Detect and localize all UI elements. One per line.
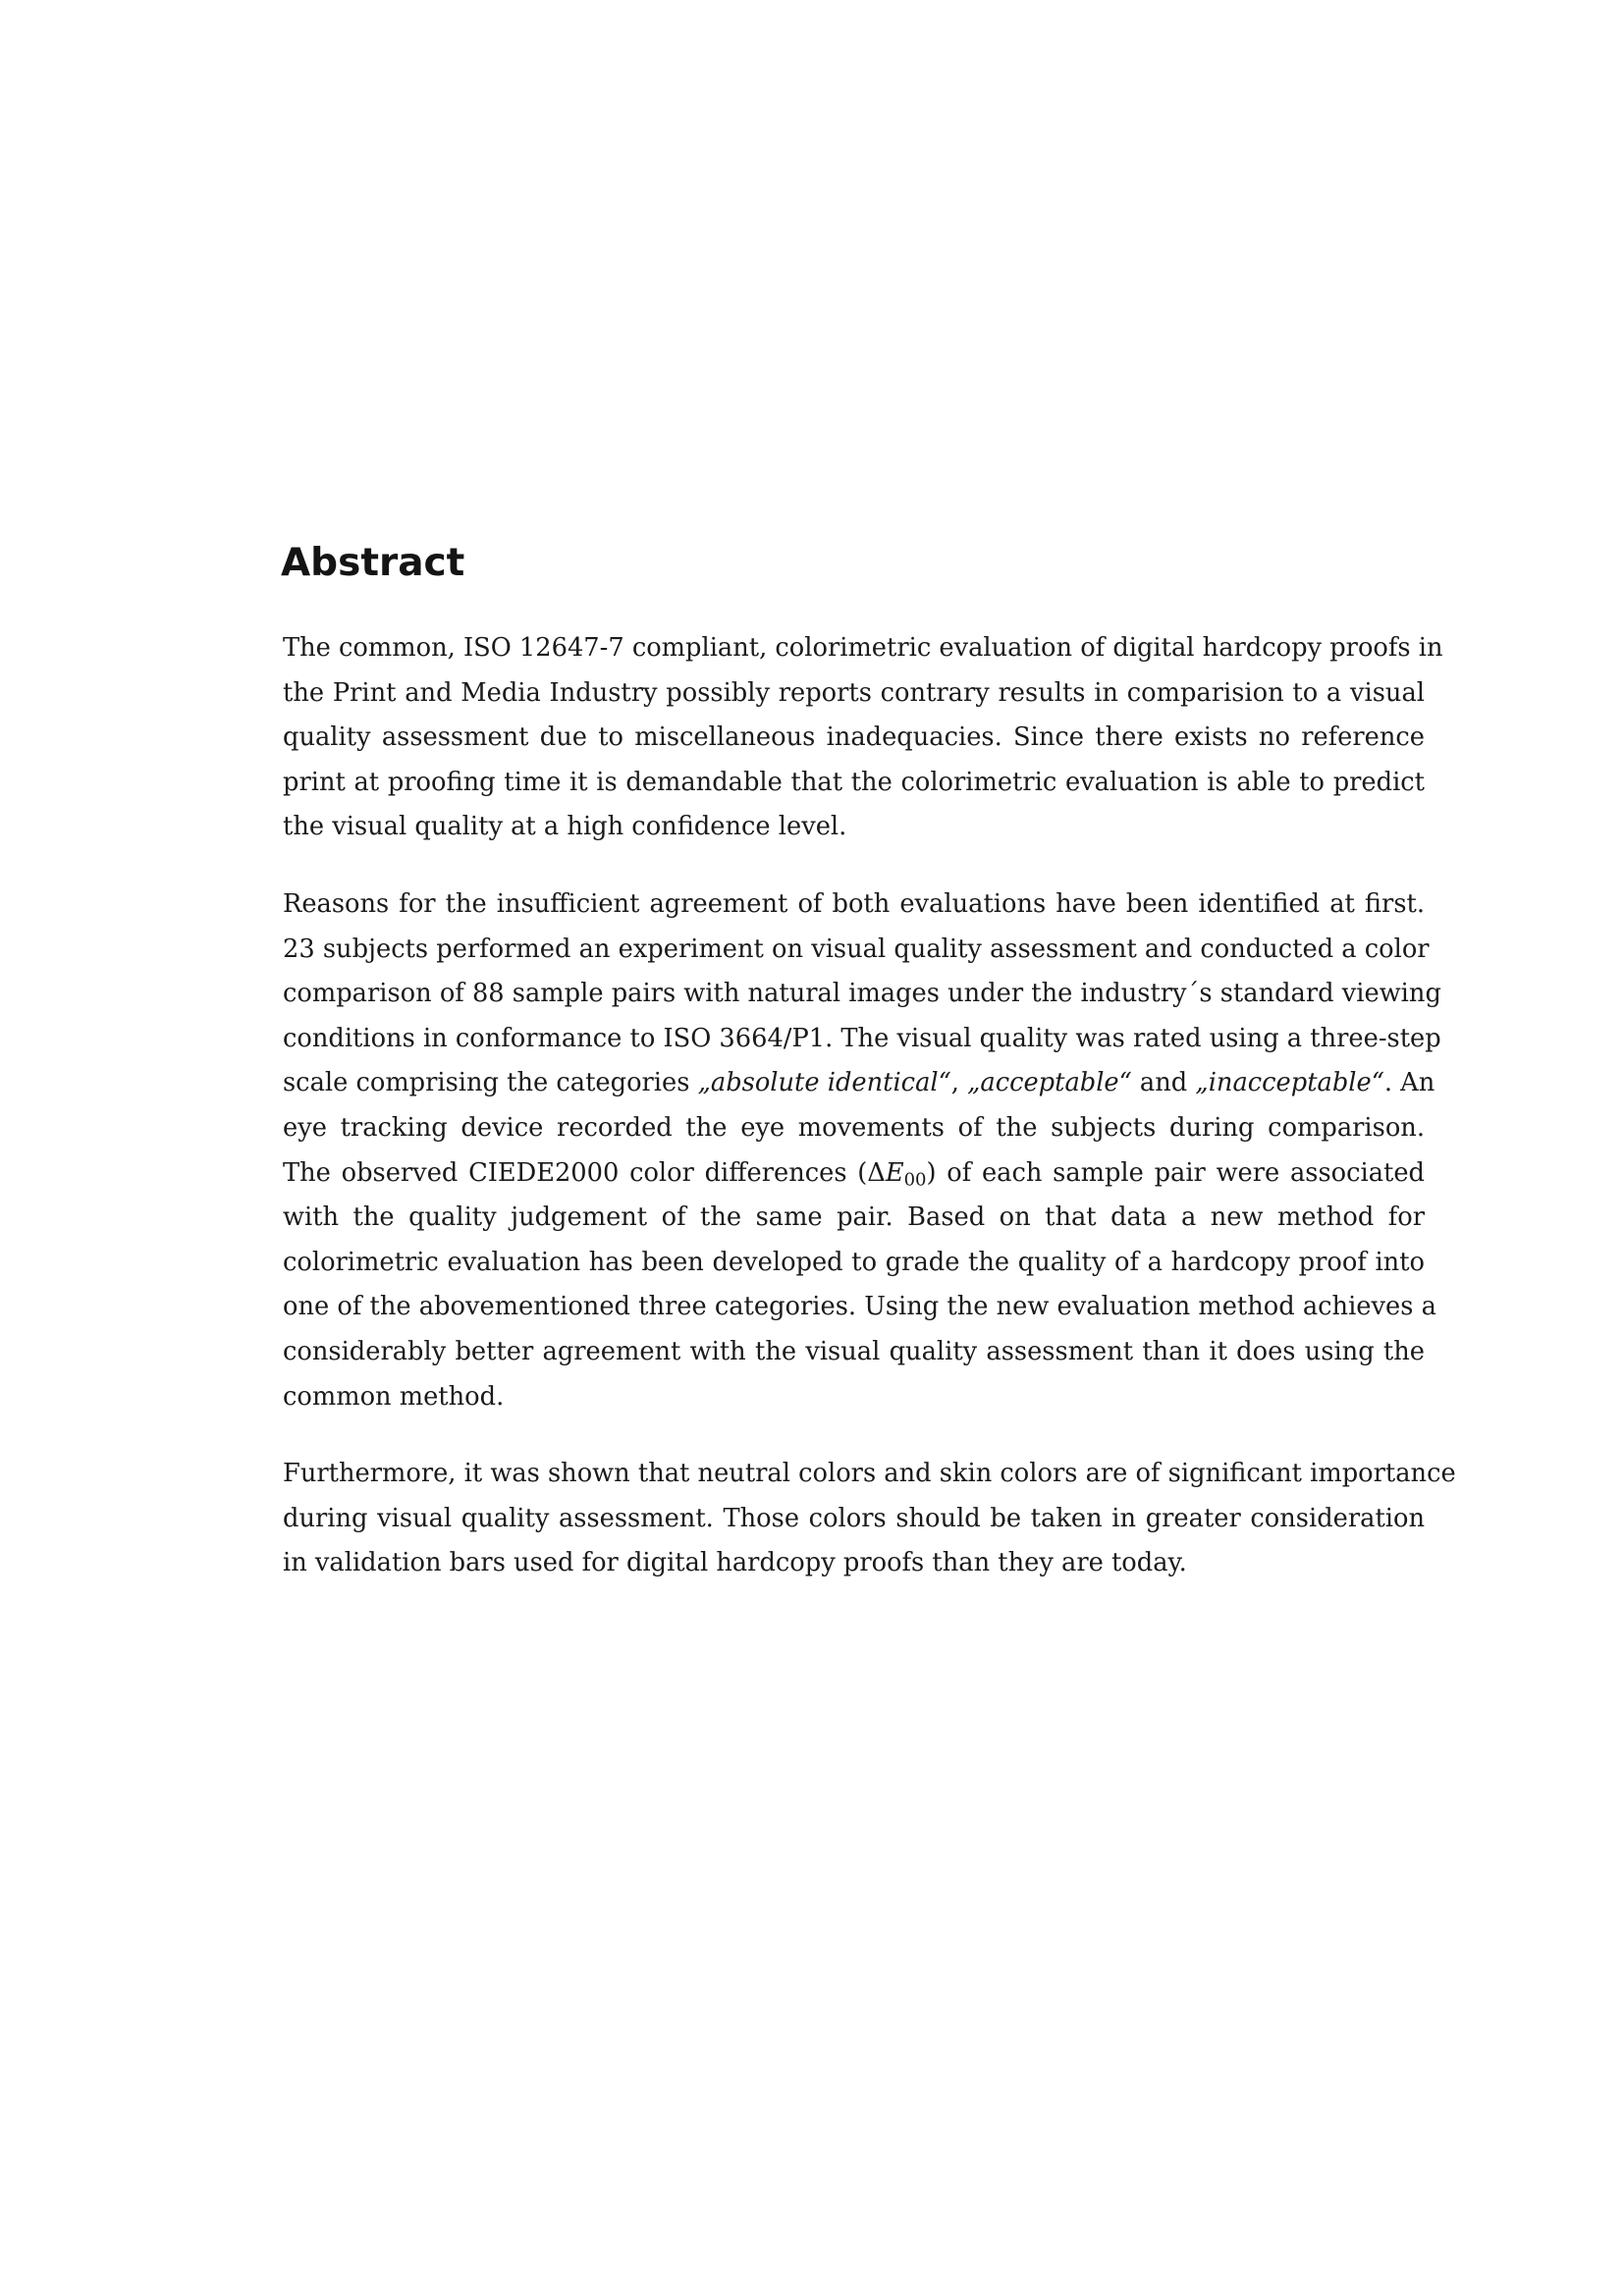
text-line: quality assessment due to miscellaneous inadequacies. Since there exists no reference [283, 722, 1425, 753]
text-line: Reasons for the insufficient agreement of both evaluations have been identified at first. [283, 888, 1425, 919]
text-line: conditions in conformance to ISO 3664/P1. The visual quality was rated using a three-step [283, 1023, 1441, 1053]
separator: , [950, 1068, 968, 1098]
text-line: in validation bars used for digital hardcopy proofs than they are today. [283, 1548, 1187, 1578]
separator: and [1131, 1068, 1196, 1098]
text-line: print at proofing time it is demandable that the colorimetric evaluation is able to predict [283, 767, 1425, 797]
abstract-body [283, 626, 1456, 1586]
text-fragment: . An [1383, 1068, 1435, 1098]
text-line: The common, ISO 12647-7 compliant, colorimetric evaluation of digital hardcopy proofs in [283, 633, 1443, 663]
text-line: Furthermore, it was shown that neutral colors and skin colors are of significant importance [283, 1459, 1456, 1489]
category-absolute-identical: „absolute identical“ [697, 1068, 951, 1098]
delta-variable: E [885, 1157, 904, 1188]
delta-subscript: 00 [903, 1169, 927, 1191]
category-acceptable: „acceptable“ [967, 1068, 1132, 1098]
text-line: eye tracking device recorded the eye movements of the subjects during comparison. [283, 1112, 1425, 1143]
abstract-heading: Abstract [281, 541, 465, 585]
text-line: 23 subjects performed an experiment on visual quality assessment and conducted a color [283, 934, 1430, 964]
text-line: comparison of 88 sample pairs with natural images under the industry´s standard viewing [283, 979, 1441, 1009]
category-inacceptable: „inacceptable“ [1195, 1068, 1384, 1098]
text-line-delta-e [283, 1151, 1425, 1197]
text-fragment: ) of each sample pair were associated [926, 1157, 1425, 1188]
text-fragment: The observed CIEDE2000 color differences ( [283, 1157, 868, 1188]
delta-sign: Δ [867, 1157, 886, 1188]
paragraph-3 [283, 1452, 1456, 1586]
text-line: the visual quality at a high confidence level. [283, 812, 847, 842]
text-line: considerably better agreement with the visual quality assessment than it does using the [283, 1336, 1425, 1366]
text-line: colorimetric evaluation has been developed to grade the quality of a hardcopy proof into [283, 1247, 1425, 1277]
text-line: the Print and Media Industry possibly reports contrary results in comparision to a visual [283, 677, 1425, 708]
text-line: common method. [283, 1381, 505, 1412]
paragraph-2 [283, 882, 1441, 1419]
text-fragment: scale comprising the categories [283, 1068, 698, 1098]
text-line: during visual quality assessment. Those colors should be taken in greater consideration [283, 1503, 1425, 1533]
text-line: with the quality judgement of the same pair. Based on that data a new method for [283, 1202, 1425, 1233]
paragraph-1 [283, 626, 1443, 850]
text-line-categories [283, 1061, 1435, 1106]
text-line: one of the abovementioned three categories. Using the new evaluation method achieves a [283, 1292, 1436, 1322]
delta-e00-symbol [867, 1157, 927, 1191]
